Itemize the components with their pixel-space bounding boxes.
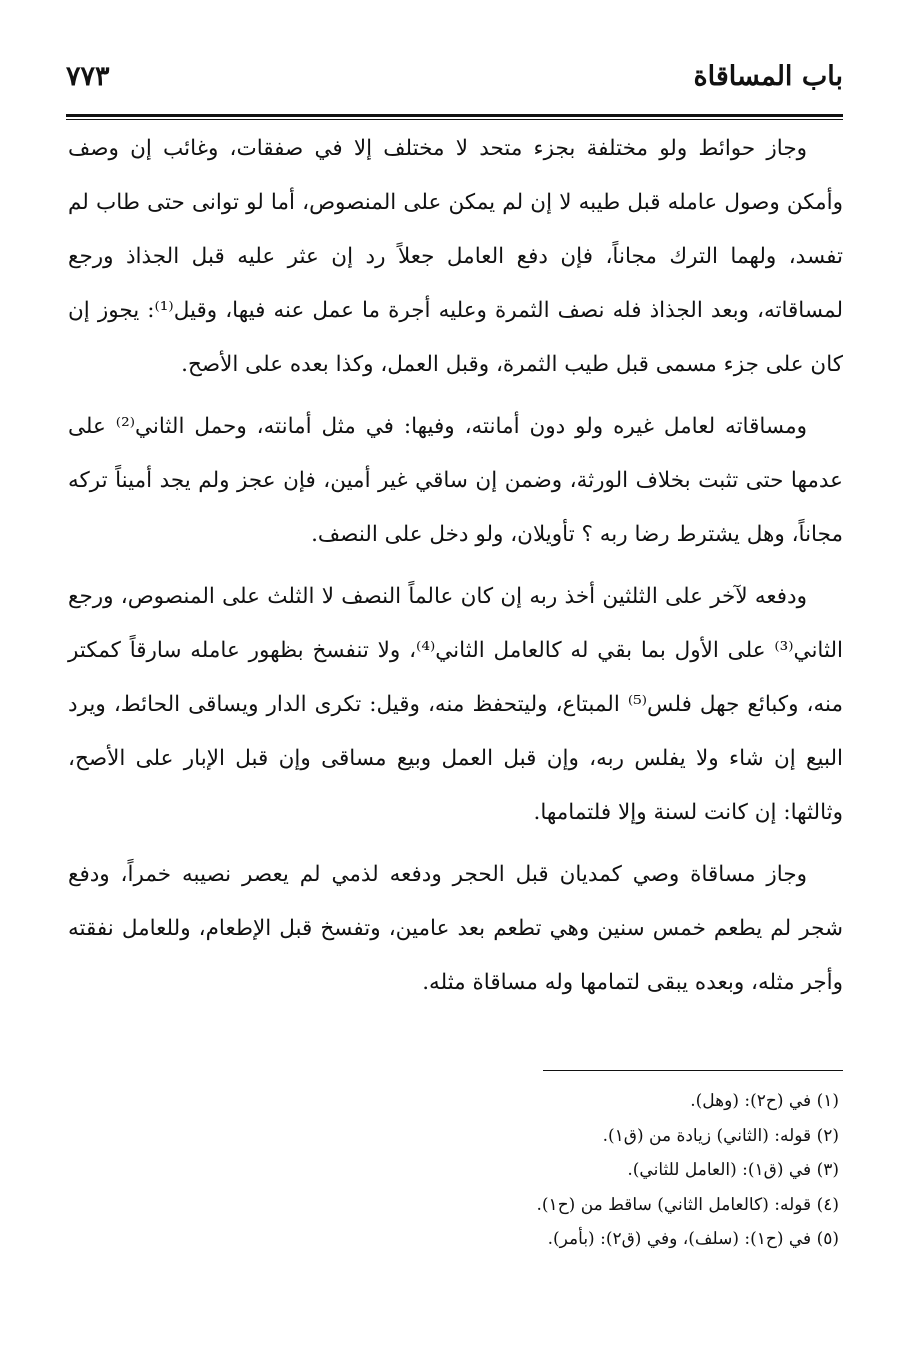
footnote-1: (١) في (ح٢): (وهل). <box>690 1091 839 1111</box>
paragraph-1: وجاز حوائط ولو مختلفة بجزء متحد لا مختلف إلا في صفقات، وغائب إن وصف وأمكن وصول عامله قبل طيبه لا إن لم يمكن على المنصوص، أما لو توانى حتى طاب لم تفسد، ولهما الترك مجاناً، فإن دفع العامل جعلاً رد إن عثر عليه قبل الجذاذ ورجع لمساقاته، وبعد الجذاذ فله نصف الثمرة وعليه أجرة ما عمل عنه فيها، وقيل⁽¹⁾: يجوز إن كان على جزء مسمى قبل طيب الثمرة، وقبل العمل، وكذا بعده على الأصح. <box>68 136 843 377</box>
page-header <box>66 52 843 100</box>
footnote-2: (٢) قوله: (الثاني) زيادة من (ق١). <box>602 1125 839 1146</box>
footnote-4: (٤) قوله: (كالعامل الثاني) ساقط من (ح١). <box>536 1194 839 1215</box>
footnote-5: (٥) في (ح١): (سلف)، وفي (ق٢): (بأمر). <box>547 1229 839 1249</box>
footnote-3: (٣) في (ق١): (العامل للثاني). <box>627 1160 839 1180</box>
footnotes <box>66 1084 843 1257</box>
page-number: ٧٧٣ <box>66 60 110 92</box>
footnote-divider <box>543 1070 843 1071</box>
main-text <box>68 122 843 1018</box>
paragraph-2: ومساقاته لعامل غيره ولو دون أمانته، وفيها: في مثل أمانته، وحمل الثاني⁽²⁾ على عدمها حتى تثبت بخلاف الورثة، وضمن إن ساقي غير أمين، فإن عجز ولم يجد أميناً تركه مجاناً، وهل يشترط رضا ربه ؟ تأويلان، ولو دخل على النصف. <box>68 414 843 547</box>
paragraph-4: وجاز مساقاة وصي كمديان قبل الحجر ودفعه لذمي لم يعصر نصيبه خمراً، ودفع شجر لم يطعم خمس سنين وهي تطعم بعد عامين، وتفسخ قبل الإطعام، وللعامل نفقته وأجر مثله، وبعده يبقى لتمامها وله مساقاة مثله. <box>68 862 843 995</box>
paragraph-3: ودفعه لآخر على الثلثين أخذ ربه إن كان عالماً النصف لا الثلث على المنصوص، ورجع الثاني⁽³⁾ على الأول بما بقي له كالعامل الثاني⁽⁴⁾، ولا تنفسخ بظهور عامله سارقاً كمكتر منه، وكبائع جهل فلس⁽⁵⁾ المبتاع، وليتحفظ منه، وقيل: تكرى الدار ويساقى الحائط، ويرد البيع إن شاء ولا يفلس ربه، وإن قبل العمل وبيع مساقى وإن قبل الإبار على الأصح، وثالثها: إن كانت لسنة وإلا فلتمامها. <box>68 584 843 825</box>
header-divider <box>66 114 843 120</box>
chapter-title: باب المساقاة <box>693 60 843 92</box>
